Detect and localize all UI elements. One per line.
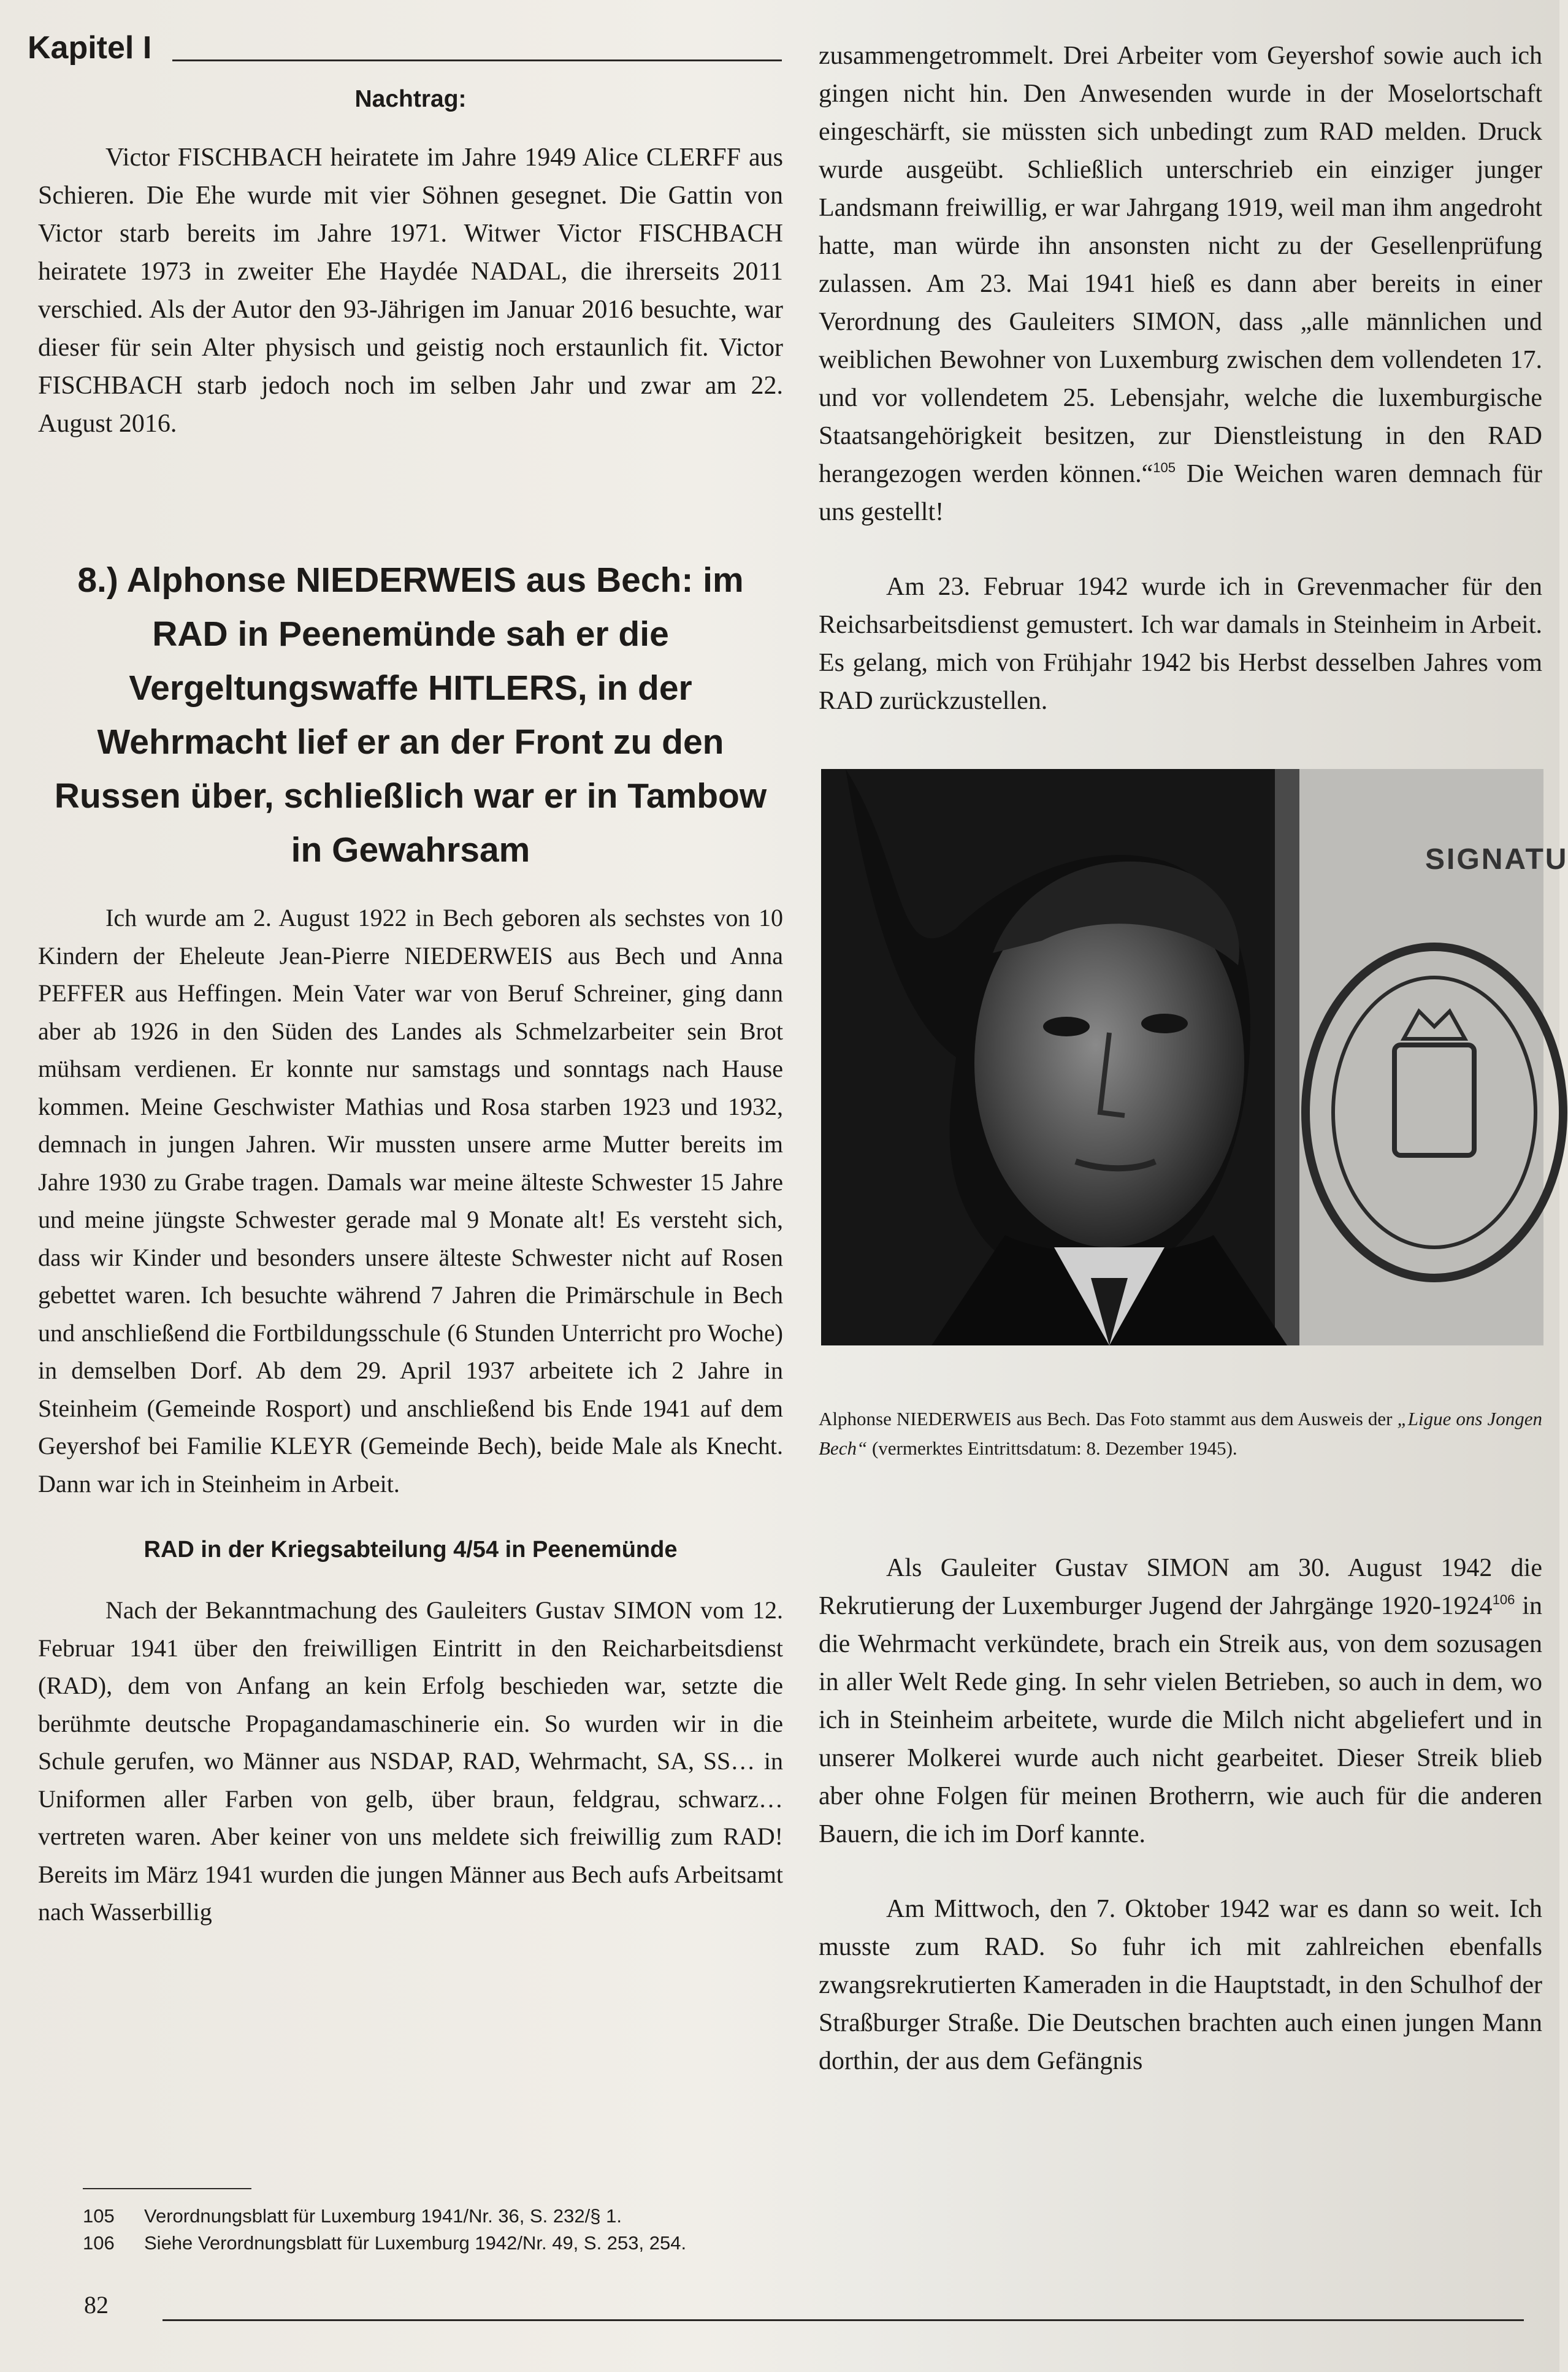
- right-paragraph-3-text: Als Gauleiter Gustav SIMON am 30. August 1942 die Rekrutierung der Luxemburger Jugend der Jahrgänge 1920-1924: [819, 1554, 1542, 1620]
- footnote-number: 106: [83, 2232, 115, 2254]
- intro-paragraph: Ich wurde am 2. August 1922 in Bech geboren als sechstes von 10 Kindern der Eheleute Jean-Pierre NIEDERWEIS aus Bech und Anna PEFFER aus Heffingen. Mein Vater war von Beruf Schreiner, ging dann aber ab 1926 in den Süden des Landes als Schmelzarbeiter sein Brot mühsam verdienen. Er konnte nur samstags und sonntags nach Hause kommen. Meine Geschwister Mathias und Rosa starben 1923 und 1932, demnach in jungen Jahren. Wir mussten unsere arme Mutter bereits im Jahre 1930 zu Grabe tragen. Damals war meine älteste Schwester 15 Jahre und meine jüngste Schwester gerade mal 9 Monate alt! Es versteht sich, dass wir Kinder und besonders unsere älteste Schwester nicht auf Rosen gebettet waren. Ich besuchte während 7 Jahren die Primärschule in Bech und anschließend die Fortbildungsschule (6 Stunden Unterricht pro Woche) in demselben Dorf. Ab dem 29. April 1937 arbeitete ich 2 Jahre in Steinheim (Gemeinde Rosport) und anschließend bis Ende 1941 auf dem Geyershof bei Familie KLEYR (Gemeinde Bech), beide Male als Knecht. Dann war ich in Steinheim in Arbeit.: [38, 904, 783, 1498]
- footnote-text: Siehe Verordnungsblatt für Luxemburg 1942/Nr. 49, S. 253, 254.: [144, 2232, 687, 2254]
- footnote-ref-106[interactable]: 106: [1492, 1592, 1515, 1607]
- right-paragraph-1: [819, 37, 1542, 531]
- header-rule: [172, 59, 782, 61]
- portrait-photo: [821, 769, 1568, 1345]
- footnote-105: [83, 2203, 819, 2230]
- footnote-ref-105[interactable]: 105: [1153, 460, 1176, 475]
- section-heading: 8.) Alphonse NIEDERWEIS aus Bech: im RAD in Peenemünde sah er die Vergeltungswaffe HITLERS, in der Wehrmacht lief er an der Front zu den Russen über, schließlich war er in Tambow in Gewahrsam: [54, 560, 767, 870]
- right-paragraph-2: Am 23. Februar 1942 wurde ich in Grevenmacher für den Reichsarbeitsdienst gemustert. Ich war damals in Steinheim in Arbeit. Es gelang, mich von Frühjahr 1942 bis Herbst desselben Jahres vom RAD zurückzustellen.: [819, 573, 1542, 715]
- right-paragraph-3-tail: in die Wehrmacht verkündete, brach ein Streik aus, von dem sozusagen in aller Welt Rede ging. In sehr vielen Betrieben, so auch in dem, wo ich in Steinheim arbeitete, wurde die Milch nicht abgeliefert und in unserer Molkerei wurde auch nicht gearbeitet. Dieser Streik blieb aber ohne Folgen für meinen Brotherrn, wie auch für die anderen Bauern, die ich im Dorf kannte.: [819, 1592, 1542, 1848]
- subsection-heading: RAD in der Kriegsabteilung 4/54 in Peenemünde: [143, 1537, 678, 1563]
- photo-caption-tail: (vermerktes Eintrittsdatum: 8. Dezember 1945).: [867, 1437, 1237, 1459]
- nachtrag-heading: Nachtrag:: [354, 86, 467, 112]
- rad-paragraph: Nach der Bekanntmachung des Gauleiters Gustav SIMON vom 12. Februar 1941 über den freiwilligen Eintritt in den Reicharbeitsdienst (RAD), dem von Anfang an kein Erfolg beschieden war, setzte die berühmte deutsche Propagandamaschinerie ein. So wurden wir in die Schule gerufen, wo Männer aus NSDAP, RAD, Wehrmacht, SA, SS… in Uniformen aller Farben von gelb, über braun, feldgrau, schwarz… vertreten waren. Aber keiner von uns meldete sich freiwillig zum RAD! Bereits im März 1941 wurden die jungen Männer aus Bech aufs Arbeitsamt nach Wasserbillig: [38, 1596, 783, 1926]
- right-paragraph-3: [819, 1549, 1542, 1853]
- nachtrag-paragraph: Victor FISCHBACH heiratete im Jahre 1949 Alice CLERFF aus Schieren. Die Ehe wurde mit vier Söhnen gesegnet. Die Gattin von Victor starb bereits im Jahre 1971. Witwer Victor FISCHBACH heiratete 1973 in zweiter Ehe Haydée NADAL, die ihrerseits 2011 verschied. Als der Autor den 93-Jährigen im Januar 2016 besuchte, war dieser für sein Alter physisch und geistig noch erstaunlich fit. Victor FISCHBACH starb jedoch noch im selben Jahr und zwar am 22. August 2016.: [38, 143, 783, 438]
- photo-stamp-text: SIGNATU: [1425, 843, 1568, 876]
- running-header: [28, 23, 782, 66]
- footnote-rule: [83, 2188, 251, 2189]
- chapter-label: Kapitel I: [28, 30, 152, 66]
- photo-caption: [819, 1404, 1542, 1463]
- right-paragraph-1-tail: Die Weichen waren demnach für uns gestellt!: [819, 460, 1543, 526]
- footnote-number: 105: [83, 2205, 115, 2227]
- footnote-text: Verordnungsblatt für Luxemburg 1941/Nr. 36, S. 232/§ 1.: [144, 2205, 622, 2227]
- right-paragraph-1-text: zusammengetrommelt. Drei Arbeiter vom Geyershof sowie auch ich gingen nicht hin. Den Anwesenden wurde in der Moselortschaft eingeschärft, sie müssten sich unbedingt zum RAD melden. Druck wurde ausgeübt. Schließlich unterschrieb ein einziger junger Landsmann freiwillig, er war Jahrgang 1919, weil man ihm angedroht hatte, man würde ihn ansonsten nicht zu der Gesellenprüfung zulassen. Am 23. Mai 1941 hieß es dann aber bereits in einer Verordnung des Gauleiters SIMON, dass „alle männlichen und weiblichen Bewohner von Luxemburg zwischen dem vollendeten 17. und vor vollendetem 25. Lebensjahr, welche die luxemburgische Staatsangehörigkeit besitzen, zur Dienstleistung in den RAD herangezogen werden können.“: [819, 42, 1542, 488]
- right-paragraph-4: Am Mittwoch, den 7. Oktober 1942 war es dann so weit. Ich musste zum RAD. So fuhr ich mit zahlreichen ebenfalls zwangsrekrutierten Kameraden in die Hauptstadt, in den Schulhof der Straßburger Straße. Die Deutschen brachten auch einen jungen Mann dorthin, der aus dem Gefängnis: [819, 1895, 1542, 2075]
- footer-rule: [163, 2319, 1524, 2321]
- footnotes: [83, 2203, 819, 2257]
- photo-caption-text: Alphonse NIEDERWEIS aus Bech. Das Foto stammt aus dem Ausweis der: [819, 1408, 1398, 1429]
- photo-caption-italic: „Ligue ons Jongen Bech“: [819, 1408, 1543, 1459]
- left-column: [38, 86, 783, 1931]
- footnote-106: [83, 2230, 819, 2257]
- right-column: [819, 37, 1568, 2080]
- page-number: 82: [84, 2291, 109, 2319]
